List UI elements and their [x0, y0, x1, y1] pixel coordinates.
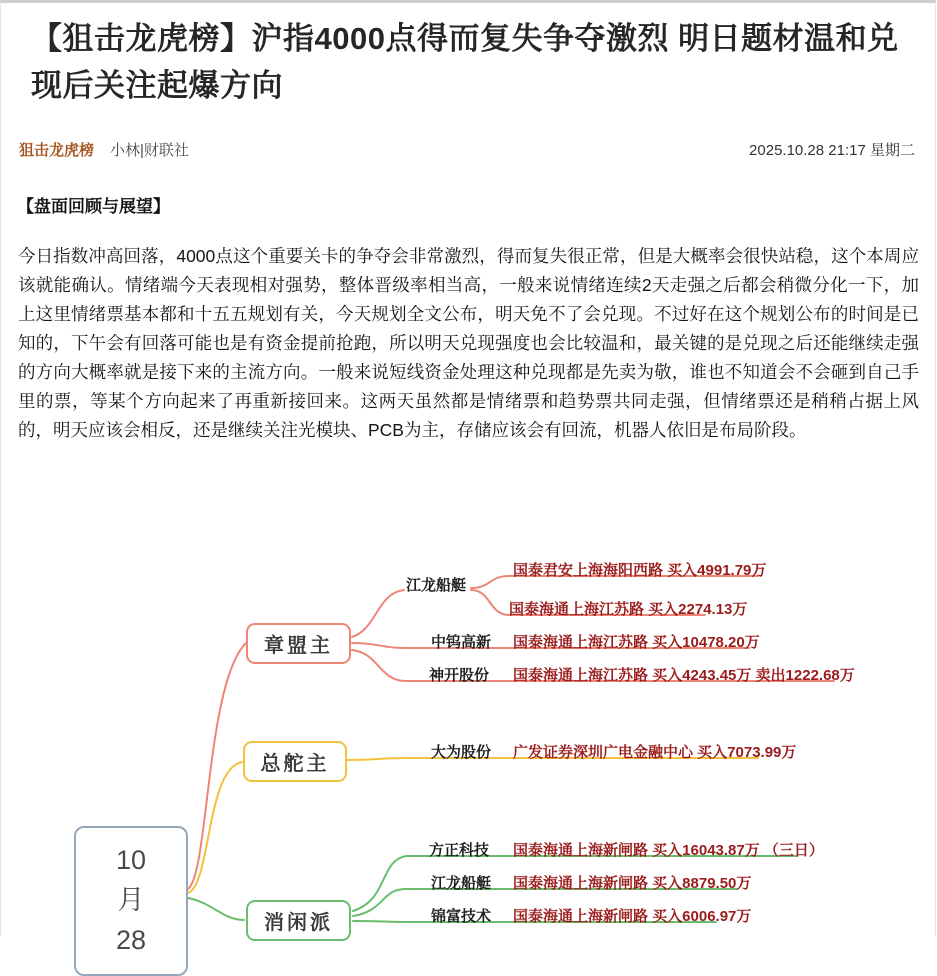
- article-body: 今日指数冲高回落，4000点这个重要关卡的争夺会非常激烈，得而复失很正常，但是大概率会很快站稳，这个本周应该就能确认。情绪端今天表现相对强势，整体晋级率相当高，一般来说情绪连续2天走强之后都会稍微分化一下，加上这里情绪票基本都和十五五规划有关，今天规划全文公布，明天免不了会兑现。不过好在这个规划公布的时间是已知的，下午会有回落可能也是有资金提前抢跑，所以明天兑现强度也会比较温和，最关键的是兑现之后还能继续走强的方向大概率就是接下来的主流方向。一般来说短线资金处理这种兑现都是先卖为敬，谁也不知道会不会砸到自己手里的票，等某个方向起来了再重新接回来。这两天虽然都是情绪票和趋势票共同走强，但情绪票还是稍稍占据上风的，明天应该会相反，还是继续关注光模块、PCB为主，存储应该会有回流，机器人依旧是布局阶段。: [18, 246, 919, 440]
- mindmap-branch-node: 章盟主: [246, 623, 351, 664]
- stock-label: 神开股份: [429, 667, 490, 684]
- stock-label: 锦富技术: [431, 908, 492, 925]
- root-line-3: 28: [115, 925, 147, 955]
- root-line-1: 10: [115, 845, 147, 875]
- trade-detail: 国泰海通上海江苏路 买入2274.13万: [509, 601, 748, 618]
- stock-label: 江龙船艇: [431, 875, 492, 892]
- trade-detail: 国泰君安上海海阳西路 买入4991.79万: [513, 562, 767, 579]
- trade-detail: 国泰海通上海新闸路 买入8879.50万: [513, 875, 752, 892]
- trade-detail: 国泰海通上海江苏路 买入4243.45万 卖出1222.68万: [513, 667, 855, 684]
- stock-label: 大为股份: [431, 744, 492, 761]
- trade-detail: 国泰海通上海新闸路 买入6006.97万: [513, 908, 752, 925]
- trade-detail: 国泰海通上海新闸路 买入16043.87万 （三日）: [513, 842, 824, 859]
- trading-mindmap: [1, 543, 937, 955]
- mindmap-branch-node: 总舵主: [243, 741, 347, 782]
- mindmap-root-node: [74, 826, 188, 976]
- trade-detail: 广发证券深圳广电金融中心 买入7073.99万: [513, 744, 797, 761]
- mindmap-branch-node: 消闲派: [246, 900, 351, 941]
- publish-datetime: 2025.10.28 21:17 星期二: [749, 142, 915, 159]
- stock-label: 方正科技: [429, 842, 490, 859]
- author-label: 小林|财联社: [110, 142, 189, 159]
- stock-label: 中钨高新: [431, 634, 492, 651]
- section-header: 【盘面回顾与展望】: [17, 197, 170, 216]
- trade-detail: 国泰海通上海江苏路 买入10478.20万: [513, 634, 760, 651]
- source-tag-link[interactable]: 狙击龙虎榜: [19, 142, 95, 159]
- byline: [19, 139, 915, 160]
- stock-label: 江龙船艇: [406, 577, 467, 594]
- root-line-2: 月: [117, 885, 145, 915]
- page-title: 【狙击龙虎榜】沪指4000点得而复失争夺激烈 明日题材温和兑现后关注起爆方向: [31, 21, 899, 103]
